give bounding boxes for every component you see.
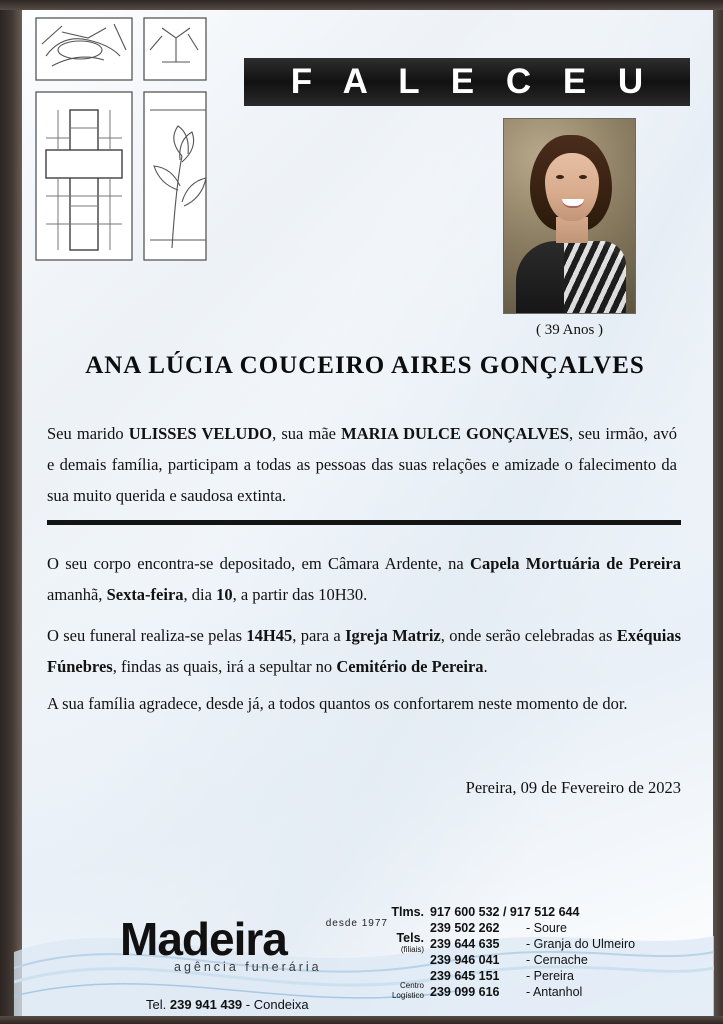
contact-number: 239 946 041 bbox=[430, 953, 500, 967]
contact-place: - Cernache bbox=[526, 953, 588, 967]
stained-glass-artwork bbox=[22, 10, 232, 280]
contact-label bbox=[384, 982, 430, 1002]
contact-label-text: Centro bbox=[399, 981, 424, 990]
intro-text-3: , seu irmão, avó e demais família, participam a todas as pessoas das suas relações e amizade o falecimento da sua muito querida e saudosa extinta. bbox=[47, 424, 678, 505]
wake-text-c: amanhã, bbox=[47, 585, 107, 604]
wake-text-g: , a partir das 10H30. bbox=[232, 585, 368, 604]
scan-edge-top bbox=[0, 0, 723, 10]
main-phone-place: - Condeixa bbox=[245, 997, 309, 1012]
age-caption: ( 39 Anos ) bbox=[535, 322, 604, 338]
contact-row bbox=[384, 981, 649, 1000]
contact-number: 917 600 532 / 917 512 644 bbox=[430, 905, 580, 919]
thanks-paragraph: A sua família agradece, desde já, a todos quantos os confortarem neste momento de dor. bbox=[47, 694, 628, 713]
funeral-text-c: , para a bbox=[292, 626, 346, 645]
funeral-time: 14H45 bbox=[246, 626, 293, 645]
contact-place: - Granja do Ulmeiro bbox=[526, 937, 636, 951]
intro-text-1: Seu marido bbox=[47, 424, 129, 443]
wake-details-paragraph bbox=[47, 548, 681, 610]
rites-name: Exéquias Fúnebres bbox=[47, 626, 682, 676]
deceased-photo bbox=[503, 118, 636, 314]
company-logo bbox=[120, 913, 390, 982]
funeral-text-e: , onde serão celebradas as bbox=[440, 626, 617, 645]
contact-sublabel: (filiais) bbox=[400, 945, 424, 954]
main-phone-number: 239 941 439 bbox=[169, 997, 243, 1012]
cemetery-name: Cemitério de Pereira bbox=[336, 657, 484, 676]
contact-label bbox=[384, 932, 430, 956]
chapel-name: Capela Mortuária de Pereira bbox=[470, 554, 681, 573]
contact-sublabel: Logístico bbox=[391, 991, 424, 1000]
church-name: Igreja Matriz bbox=[345, 626, 441, 645]
faleceu-banner bbox=[244, 58, 690, 106]
contact-number: 239 645 151 bbox=[430, 969, 500, 983]
logo-name: Madeira bbox=[120, 913, 287, 965]
contact-place: - Antanhol bbox=[526, 985, 583, 999]
contact-place: - Pereira bbox=[526, 969, 574, 983]
contact-label-text: Tels. bbox=[396, 931, 424, 945]
main-phone-label: Tel. bbox=[146, 997, 167, 1012]
logo-subtitle: agência funerária bbox=[174, 960, 322, 974]
mother-name: MARIA DULCE GONÇALVES bbox=[341, 424, 570, 443]
funeral-details-paragraph bbox=[47, 620, 681, 682]
weekday: Sexta-feira bbox=[106, 585, 184, 604]
banner-title: F A L E C E U bbox=[290, 62, 655, 101]
contact-place: - Soure bbox=[526, 921, 567, 935]
funeral-text-a: O seu funeral realiza-se pelas bbox=[47, 626, 247, 645]
contact-number: 239 644 635 bbox=[430, 937, 500, 951]
place-date-line: Pereira, 09 de Fevereiro de 2023 bbox=[465, 778, 681, 797]
husband-name: ULISSES VELUDO bbox=[128, 424, 273, 443]
contact-row bbox=[384, 931, 649, 954]
wake-text-a: O seu corpo encontra-se depositado, em Câmara Ardente, na bbox=[47, 554, 471, 573]
contact-number: 239 099 616 bbox=[430, 985, 500, 999]
deceased-name: ANA LÚCIA COUCEIRO AIRES GONÇALVES bbox=[85, 352, 645, 379]
funeral-text-g: , findas as quais, irá a sepultar no bbox=[112, 657, 337, 676]
family-announcement-paragraph bbox=[47, 418, 677, 511]
intro-text-2: , sua mãe bbox=[272, 424, 342, 443]
logo-established: desde 1977 bbox=[325, 918, 388, 929]
contact-label: Tlms. bbox=[391, 905, 424, 919]
contacts-block bbox=[384, 904, 649, 1000]
scan-edge-right bbox=[713, 0, 723, 1024]
main-phone-line bbox=[146, 997, 309, 1012]
funeral-text-i: . bbox=[483, 657, 488, 676]
day-number: 10 bbox=[216, 585, 233, 604]
contact-number: 239 502 262 bbox=[430, 921, 500, 935]
wake-text-e: , dia bbox=[183, 585, 217, 604]
contact-row bbox=[384, 904, 649, 920]
section-divider bbox=[47, 520, 681, 525]
scan-edge-bottom bbox=[0, 1016, 723, 1024]
